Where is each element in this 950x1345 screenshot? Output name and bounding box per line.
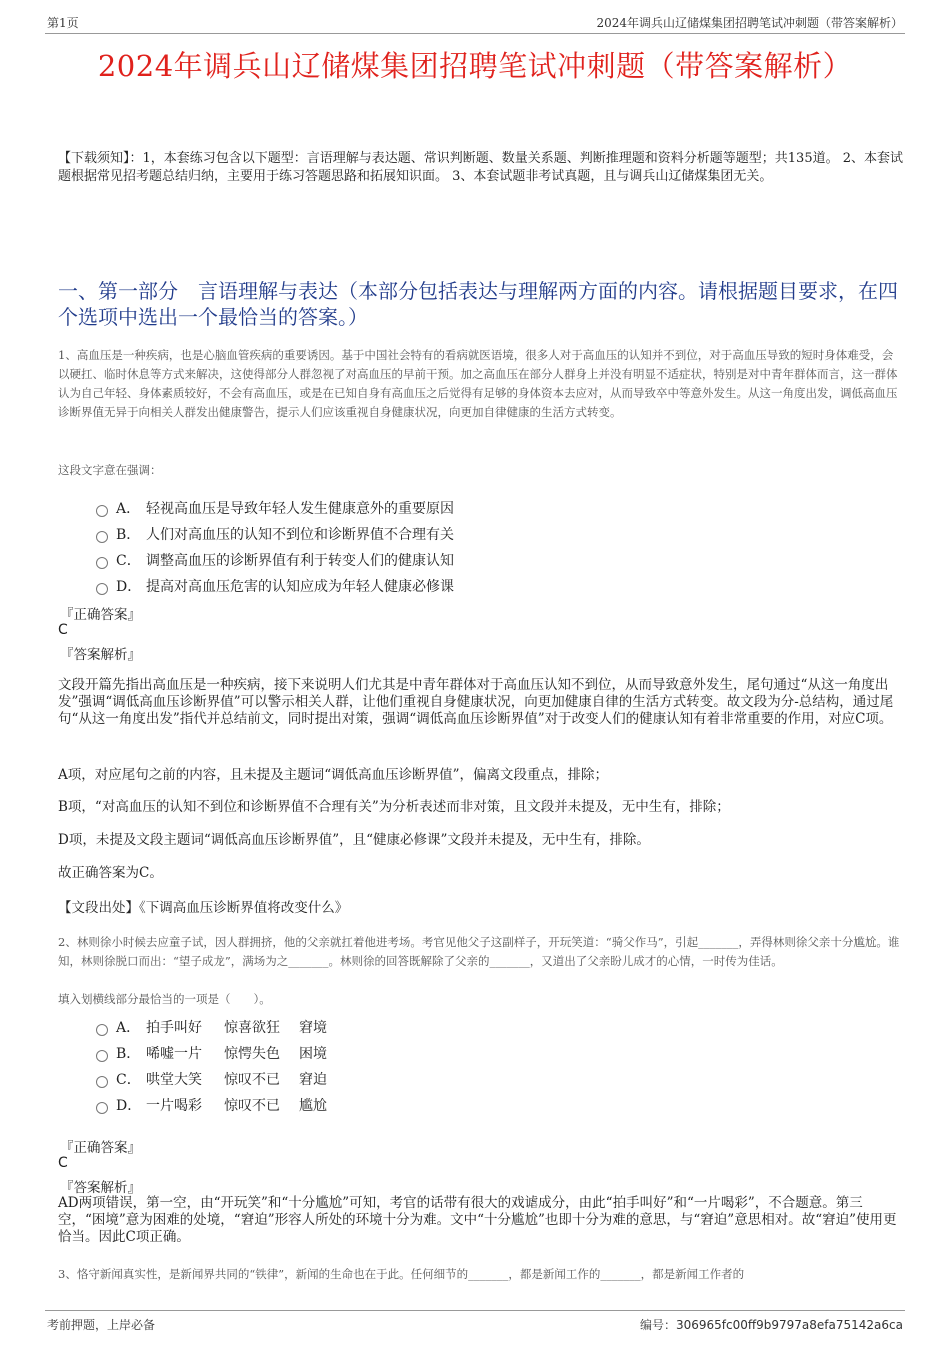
q2-answer: C [58,1155,68,1171]
question-1-text: 1、高血压是一种疾病，也是心脑血管疾病的重要诱因。基于中国社会特有的看病就医语境，很多人对于高血压的认知并不到位，对于高血压导致的短时身体难受，会以硬扛、临时休息等方式来解决，这使得部分人群忽视了对高血压的早前干预。加之高血压在部分人群身上并没有明显不适症状，特别是对中青年群体而言，这一群体认为自己年轻、身体素质较好，不会有高血压，或是在已知自身有高血压之后觉得有足够的身体资本去应对，从而导致卒中等意外发生。从这一角度出发，调低高血压诊断界值无异于向相关人群发出健康警告，提示人们应该重视自身健康状况，向更加自律健康的生活方式转变。 [58,348,898,419]
q2-option-d[interactable]: D． 一片喝彩 惊叹不已 尴尬 [96,1095,327,1115]
q1-option-d[interactable]: D． 提高对高血压危害的认知应成为年轻人健康必修课 [96,576,454,596]
question-1-prompt: 这段文字意在强调： [58,463,162,477]
radio-icon[interactable] [96,1102,108,1114]
radio-icon[interactable] [96,1050,108,1062]
q1-analysis-paragraph: A项，对应尾句之前的内容，且未提及主题词“调低高血压诊断界值”，偏离文段重点，排除； [58,767,609,783]
page-title: 2024年调兵山辽储煤集团招聘笔试冲刺题（带答案解析） [97,49,853,83]
q2-option-a[interactable]: A． 拍手叫好 惊喜欲狂 窘境 [96,1017,327,1037]
section-heading: 一、第一部分 言语理解与表达（本部分包括表达与理解两方面的内容。请根据题目要求，在四个选项中选出一个最恰当的答案。） [58,279,898,329]
q1-option-a[interactable]: A． 轻视高血压是导致年轻人发生健康意外的重要原因 [96,498,454,518]
question-2-prompt: 填入划横线部分最恰当的一项是（ ）。 [58,992,271,1006]
footer-slogan: 考前押题，上岸必备 [47,1318,156,1332]
radio-icon[interactable] [96,557,108,569]
radio-icon[interactable] [96,505,108,517]
footer-code [640,1316,903,1333]
question-2-text: 2、林则徐小时候去应童子试，因人群拥挤，他的父亲就扛着他进考场。考官见他父子这副样子，开玩笑道：“骑父作马”，引起_______，弄得林则徐父亲十分尴尬。谁知，林则徐脱口而出：“望子成龙”，满场为之_______。林则徐的回答既解除了父亲的_______，又道出了父亲盼儿成才的心情，一时传为佳话。 [58,935,900,968]
radio-icon[interactable] [96,583,108,595]
q1-option-b[interactable]: B． 人们对高血压的认知不到位和诊断界值不合理有关 [96,524,454,544]
header-divider [45,33,905,34]
footer-code-label: 编号： [639,1318,676,1332]
q1-source: 【文段出处】《下调高血压诊断界值将改变什么》 [58,900,349,916]
footer-code-value: 306965fc00ff9b9797a8efa75142a6ca [675,1318,903,1332]
q2-analysis: AD两项错误，第一空，由“开玩笑”和“十分尴尬”可知，考官的话带有很大的戏谑成分，由此“拍手叫好”和“一片喝彩”，不合题意。第三空，“困境”意为困难的处境，“窘迫”形容人所处的环境十分为难。文中“十分尴尬”也即十分为难的意思，与“窘迫”意思相对。故“窘迫”使用更恰当。因此C项正确。 [58,1195,897,1245]
download-notice: 【下载须知】：1，本套练习包含以下题型：言语理解与表达题、常识判断题、数量关系题、判断推理题和资料分析题等题型；共135道。 2、本套试题根据常见招考题总结归纳，主要用于练习答题思路和拓展知识面。 3、本套试题非考试真题，且与调兵山辽储煤集团无关。 [58,151,903,184]
radio-icon[interactable] [96,1076,108,1088]
page-number: 第1页 [47,16,79,30]
q2-option-b[interactable]: B． 唏嘘一片 惊愕失色 困境 [96,1043,327,1063]
question-3-text: 3、恪守新闻真实性，是新闻界共同的“铁律”，新闻的生命也在于此。任何细节的_______，都是新闻工作的_______，都是新闻工作者的 [58,1267,745,1281]
q2-answer-label: 『正确答案』 [60,1140,141,1156]
header-doc-title: 2024年调兵山辽储煤集团招聘笔试冲刺题（带答案解析） [596,16,903,30]
radio-icon[interactable] [96,531,108,543]
q1-analysis-paragraph: B项，“对高血压的认知不到位和诊断界值不合理有关”为分析表述而非对策，且文段并未提及，无中生有，排除； [58,799,730,815]
radio-icon[interactable] [96,1024,108,1036]
q1-analysis-label: 『答案解析』 [60,647,141,663]
q2-option-c[interactable]: C． 哄堂大笑 惊叹不已 窘迫 [96,1069,327,1089]
footer-divider [45,1310,905,1311]
q1-answer: C [58,622,68,638]
q1-analysis-paragraph: 文段开篇先指出高血压是一种疾病，接下来说明人们尤其是中青年群体对于高血压认知不到位，从而导致意外发生，尾句通过“从这一角度出发”强调“调低高血压诊断界值”可以警示相关人群，让他们重视自身健康状况，向更加健康自律的生活方式转变。故文段为分-总结构，通过尾句“从这一角度出发”指代并总结前文，同时提出对策，强调“调低高血压诊断界值”对于改变人们的健康认知有着非常重要的作用，对应C项。 [58,677,894,727]
q1-analysis-conclusion: 故正确答案为C。 [58,865,163,881]
q1-answer-label: 『正确答案』 [60,607,141,623]
q1-analysis-paragraph: D项，未提及文段主题词“调低高血压诊断界值”，且“健康必修课”文段并未提及，无中生有，排除。 [58,832,650,848]
q1-option-c[interactable]: C． 调整高血压的诊断界值有利于转变人们的健康认知 [96,550,454,570]
q2-analysis-label: 『答案解析』 [60,1180,141,1196]
